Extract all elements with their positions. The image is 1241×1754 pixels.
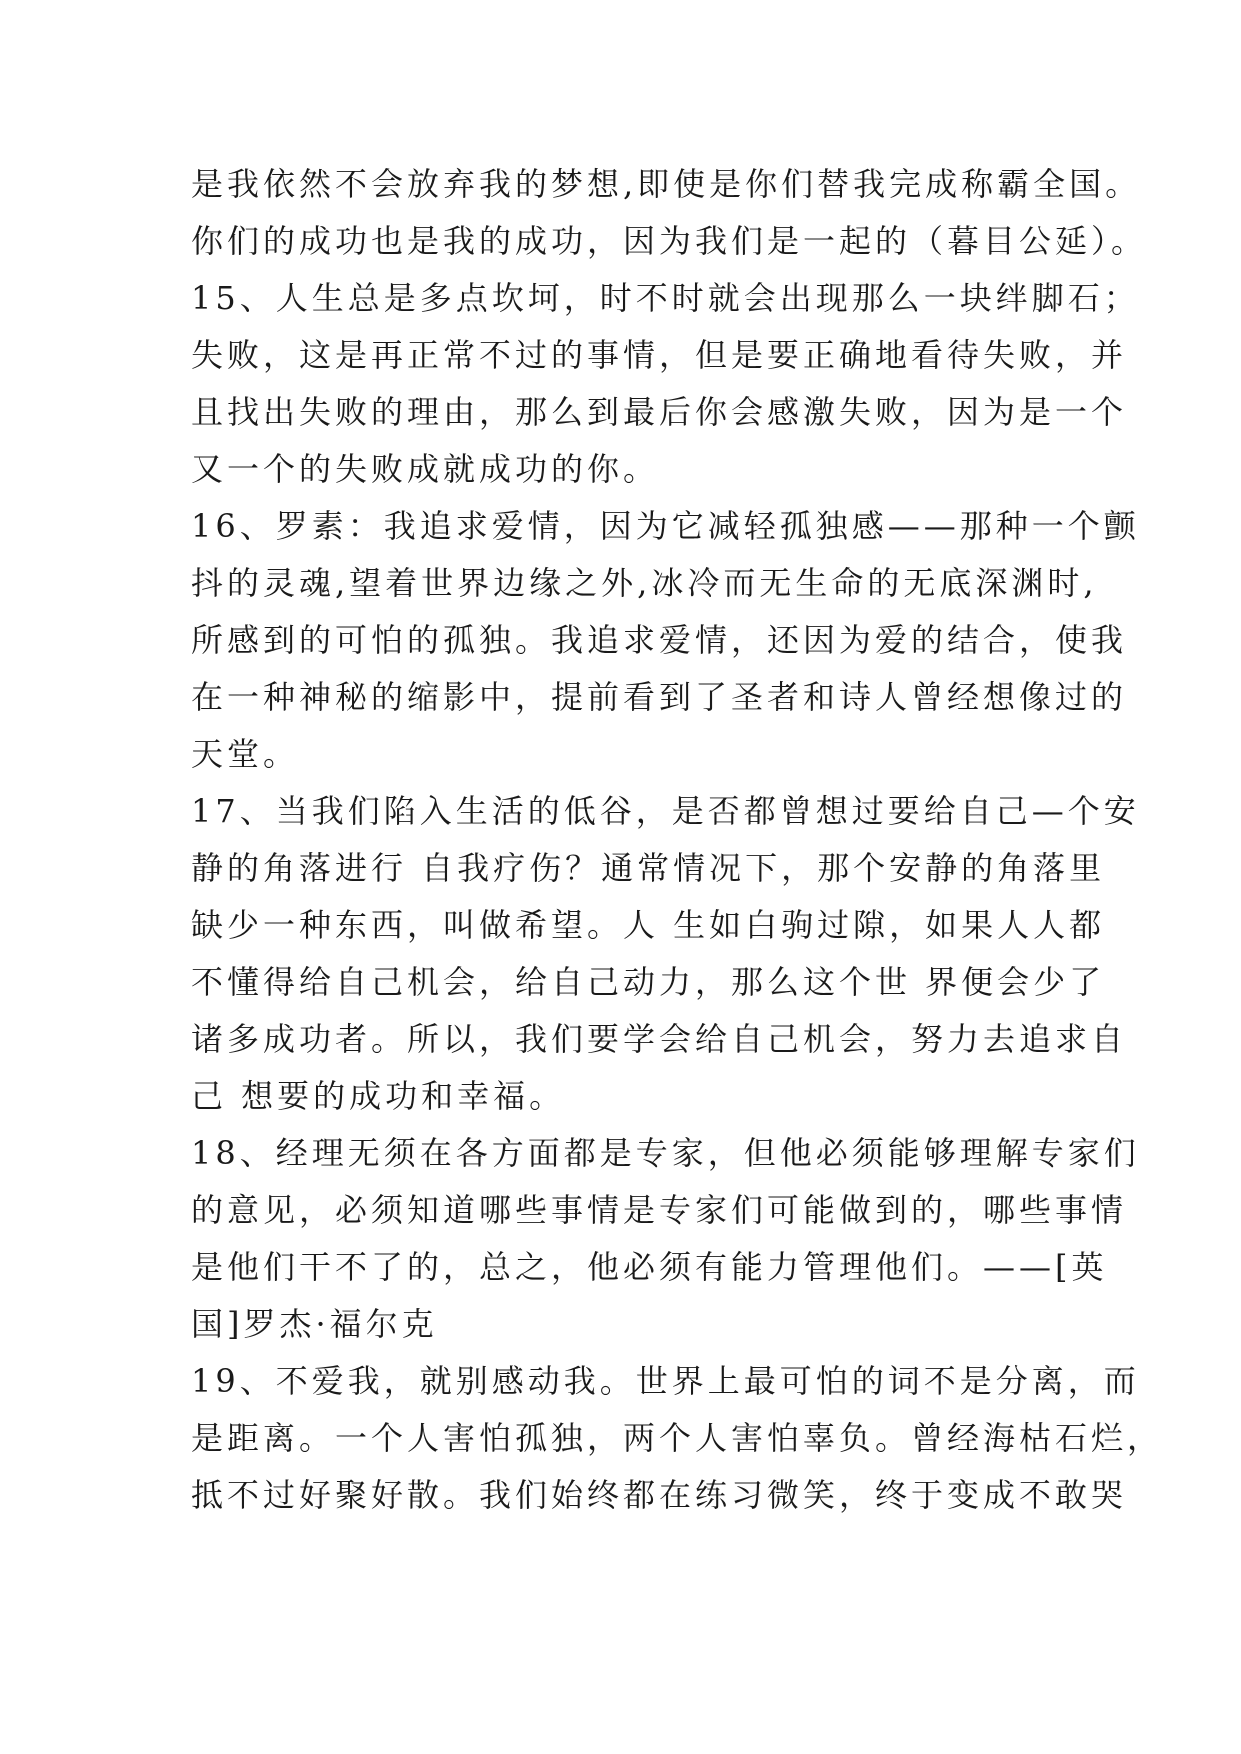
text-line: 15、人生总是多点坎坷，时不时就会出现那么一块绊脚石； [191,279,1140,317]
text-line: 是他们干不了的，总之，他必须有能力管理他们。——[英 [191,1248,1108,1286]
text-line: 你们的成功也是我的成功，因为我们是一起的（暮目公延）。 [191,222,1148,260]
text-line: 天堂。 [191,735,300,773]
text-line: 是距离。一个人害怕孤独，两个人害怕辜负。曾经海枯石烂， [191,1419,1164,1457]
text-line: 静的角落进行 自我疗伤？通常情况下，那个安静的角落里 [191,849,1106,887]
text-line: 所感到的可怕的孤独。我追求爱情，还因为爱的结合，使我 [191,621,1128,659]
text-line: 缺少一种东西，叫做希望。人 生如白驹过隙，如果人人都 [191,906,1106,944]
text-line: 是我依然不会放弃我的梦想,即使是你们替我完成称霸全国。 [191,165,1142,203]
text-line: 的意见，必须知道哪些事情是专家们可能做到的，哪些事情 [191,1191,1128,1229]
text-line: 18、经理无须在各方面都是专家，但他必须能够理解专家们 [191,1134,1140,1172]
text-line: 且找出失败的理由，那么到最后你会感激失败，因为是一个 [191,393,1128,431]
text-line: 在一种神秘的缩影中，提前看到了圣者和诗人曾经想像过的 [191,678,1128,716]
text-line: 19、不爱我，就别感动我。世界上最可怕的词不是分离，而 [191,1362,1140,1400]
text-line: 不懂得给自己机会，给自己动力，那么这个世 界便会少了 [191,963,1106,1001]
text-line: 16、罗素：我追求爱情，因为它减轻孤独感——那种一个颤 [191,507,1140,545]
text-line: 又一个的失败成就成功的你。 [191,450,660,488]
text-line: 17、当我们陷入生活的低谷，是否都曾想过要给自己—个安 [191,792,1140,830]
text-line: 抖的灵魂,望着世界边缘之外,冰冷而无生命的无底深渊时, [191,564,1098,602]
text-line: 国]罗杰·福尔克 [191,1305,438,1343]
text-line: 诸多成功者。所以，我们要学会给自己机会，努力去追求自 [191,1020,1128,1058]
text-line: 抵不过好聚好散。我们始终都在练习微笑，终于变成不敢哭 [191,1476,1128,1514]
text-line: 失败，这是再正常不过的事情，但是要正确地看待失败，并 [191,336,1128,374]
text-line: 己 想要的成功和幸福。 [191,1077,566,1115]
